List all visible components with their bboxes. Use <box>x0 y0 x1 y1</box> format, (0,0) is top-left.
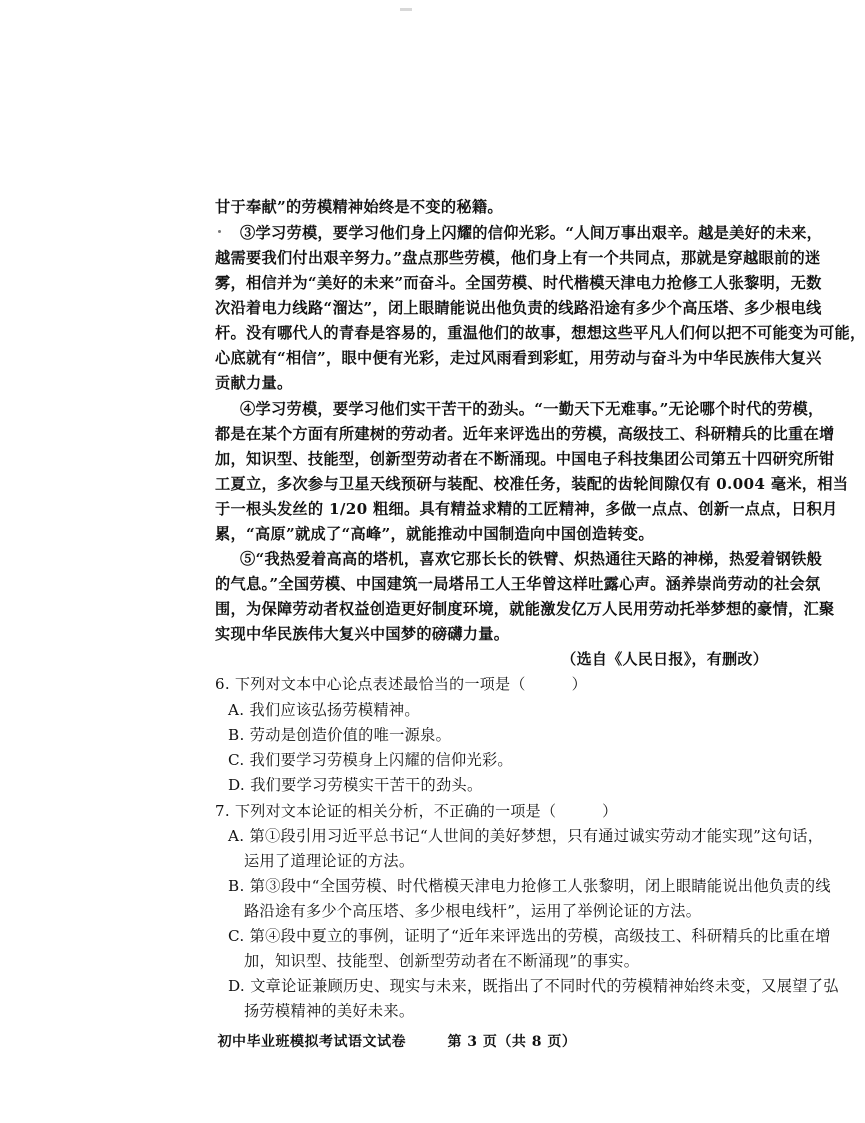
question-7-option-d-cont: 扬劳模精神的美好未来。 <box>244 1002 415 1020</box>
question-7-option-c-cont: 加，知识型、技能型、创新型劳动者在不断涌现”的事实。 <box>244 952 640 970</box>
question-7-option-a-cont: 运用了道理论证的方法。 <box>244 852 415 870</box>
article-line: 次沿着电力线路“溜达”，闭上眼睛能说出他负责的线路沿途有多少个高压塔、多少根电线 <box>215 299 822 317</box>
question-6-option-d[interactable]: D. 我们要学习劳模实干苦干的劲头。 <box>228 776 483 794</box>
article-line: 实现中华民族伟大复兴中国梦的磅礴力量。 <box>215 625 510 643</box>
article-line: 心底就有“相信”，眼中便有光彩，走过风雨看到彩虹，用劳动与奋斗为中华民族伟大复兴 <box>215 349 822 367</box>
question-7-option-c[interactable]: C. 第④段中夏立的事例，证明了“近年来评选出的劳模，高级技工、科研精兵的比重在增 <box>228 927 831 945</box>
article-line: 越需要我们付出艰辛努力。”盘点那些劳模，他们身上有一个共同点，那就是穿越眼前的迷 <box>215 249 821 267</box>
paragraph-3-start: ③学习劳模，要学习他们身上闪耀的信仰光彩。“人间万事出艰辛。越是美好的未来， <box>240 224 823 242</box>
question-7-option-b[interactable]: B. 第③段中“全国劳模、时代楷模天津电力抢修工人张黎明，闭上眼睛能说出他负责的线 <box>228 877 831 895</box>
article-line: 工夏立，多次参与卫星天线预研与装配、校准任务，装配的齿轮间隙仅有 0.004 毫米，相当 <box>215 475 849 493</box>
scan-dot <box>218 230 221 233</box>
scan-mark <box>400 8 412 11</box>
article-line: 都是在某个方面有所建树的劳动者。近年来评选出的劳模，高级技工、科研精兵的比重在增 <box>215 425 835 443</box>
exam-title: 初中毕业班模拟考试语文试卷 <box>217 1034 407 1050</box>
paragraph-5-start: ⑤“我热爱着高高的塔机，喜欢它那长长的铁臂、炽热通往天路的神梯，热爱着钢铁般 <box>240 550 823 568</box>
question-7-stem: 7. 下列对文本论证的相关分析，不正确的一项是（ ） <box>215 802 618 820</box>
article-line: 累，“高原”就成了“高峰”，就能推动中国制造向中国创造转变。 <box>215 525 654 543</box>
question-6-option-c[interactable]: C. 我们要学习劳模身上闪耀的信仰光彩。 <box>228 751 513 769</box>
article-source: （选自《人民日报》，有删改） <box>561 650 768 668</box>
article-line: 加，知识型、技能型，创新型劳动者在不断涌现。中国电子科技集团公司第五十四研究所钳 <box>215 450 835 468</box>
question-7-option-d[interactable]: D. 文章论证兼顾历史、现实与未来，既指出了不同时代的劳模精神始终未变，又展望了弘 <box>228 977 839 995</box>
article-line: 围，为保障劳动者权益创造更好制度环境，就能激发亿万人民用劳动托举梦想的豪情，汇聚 <box>215 600 835 618</box>
question-6-option-b[interactable]: B. 劳动是创造价值的唯一源泉。 <box>228 726 452 744</box>
article-line: 杆。没有哪代人的青春是容易的，重温他们的故事，想想这些平凡人们何以把不可能变为可能， <box>215 324 865 342</box>
article-line: 的气息。”全国劳模、中国建筑一局塔吊工人王华曾这样吐露心声。涵养崇尚劳动的社会氛 <box>215 575 821 593</box>
paragraph-4-start: ④学习劳模，要学习他们实干苦干的劲头。“一勤天下无难事。”无论哪个时代的劳模， <box>240 400 824 418</box>
article-line: 贡献力量。 <box>215 374 293 392</box>
article-line: 于一根头发丝的 1/20 粗细。具有精益求精的工匠精神，多做一点点、创新一点点，日积月 <box>215 500 838 518</box>
question-6-stem: 6. 下列对文本中心论点表述最恰当的一项是（ ） <box>215 675 587 693</box>
question-6-option-a[interactable]: A. 我们应该弘扬劳模精神。 <box>228 701 420 719</box>
page-number: 第 3 页（共 8 页） <box>447 1034 577 1050</box>
page-footer <box>0 1031 794 1051</box>
article-line: 甘于奉献”的劳模精神始终是不变的秘籍。 <box>215 198 503 216</box>
question-7-option-b-cont: 路沿途有多少个高压塔、多少根电线杆”，运用了举例论证的方法。 <box>244 902 702 920</box>
article-line: 雾，相信并为“美好的未来”而奋斗。全国劳模、时代楷模天津电力抢修工人张黎明，无数 <box>215 274 822 292</box>
question-7-option-a[interactable]: A. 第①段引用习近平总书记“人世间的美好梦想，只有通过诚实劳动才能实现”这句话， <box>228 827 824 845</box>
